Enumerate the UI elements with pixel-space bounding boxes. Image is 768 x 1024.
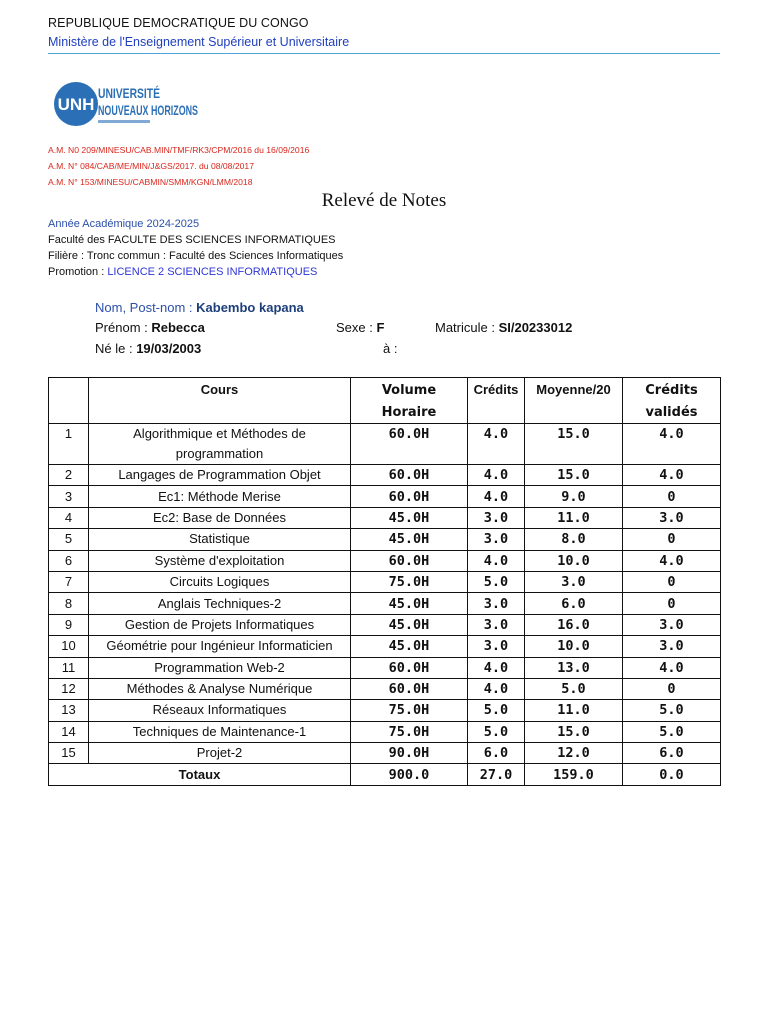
ministry-header: Ministère de l'Enseignement Supérieur et Universitaire [48, 35, 350, 49]
row-number: 2 [49, 465, 89, 486]
reference-line: A.M. N° 084/CAB/ME/MIN/J&GS/2017. du 08/08/2017 [48, 161, 254, 171]
course-moyenne: 9.0 [525, 486, 623, 507]
course-valides: 5.0 [623, 721, 721, 742]
course-volume: 90.0H [351, 743, 468, 764]
table-header-row [49, 378, 721, 424]
student-matricule-row: Matricule : SI/20233012 [435, 320, 573, 335]
course-valides: 3.0 [623, 507, 721, 528]
course-valides: 4.0 [623, 465, 721, 486]
course-volume: 45.0H [351, 529, 468, 550]
course-valides: 4.0 [623, 424, 721, 465]
course-credits: 4.0 [468, 657, 525, 678]
course-credits: 5.0 [468, 700, 525, 721]
total-credits: 27.0 [468, 764, 525, 785]
row-number: 7 [49, 571, 89, 592]
course-volume: 45.0H [351, 636, 468, 657]
student-sex-row: Sexe : F [336, 320, 385, 335]
course-valides: 3.0 [623, 636, 721, 657]
table-row [49, 550, 721, 571]
header-volume: Volume Horaire [351, 378, 468, 424]
student-name-row: Nom, Post-nom : Kabembo kapana [95, 300, 304, 315]
table-row [49, 507, 721, 528]
header-divider [48, 53, 720, 54]
header-valides: Crédits validés [623, 378, 721, 424]
student-birthdate: 19/03/2003 [136, 341, 202, 356]
academic-year: Année Académique 2024-2025 [48, 218, 200, 230]
row-number: 4 [49, 507, 89, 528]
header-number [49, 378, 89, 424]
logo-tagline [98, 120, 150, 123]
document-title: Relevé de Notes [321, 190, 447, 211]
course-valides: 0 [623, 571, 721, 592]
row-number: 14 [49, 721, 89, 742]
student-name: Kabembo kapana [196, 300, 304, 315]
course-volume: 60.0H [351, 657, 468, 678]
course-moyenne: 8.0 [525, 529, 623, 550]
course-moyenne: 10.0 [525, 636, 623, 657]
course-volume: 75.0H [351, 571, 468, 592]
row-number: 12 [49, 678, 89, 699]
filiere-line: Filière : Tronc commun : Faculté des Sciences Informatiques [48, 250, 344, 262]
course-volume: 75.0H [351, 721, 468, 742]
course-moyenne: 11.0 [525, 700, 623, 721]
faculty-line: Faculté des FACULTE DES SCIENCES INFORMATIQUES [48, 234, 336, 246]
student-firstname: Rebecca [151, 320, 205, 335]
course-moyenne: 6.0 [525, 593, 623, 614]
course-name: Langages de Programmation Objet [89, 465, 351, 486]
course-credits: 6.0 [468, 743, 525, 764]
course-name: Projet-2 [89, 743, 351, 764]
row-number: 15 [49, 743, 89, 764]
course-volume: 45.0H [351, 593, 468, 614]
course-volume: 60.0H [351, 424, 468, 465]
row-number: 9 [49, 614, 89, 635]
course-volume: 60.0H [351, 486, 468, 507]
table-row [49, 465, 721, 486]
row-number: 6 [49, 550, 89, 571]
course-moyenne: 16.0 [525, 614, 623, 635]
logo-initials: UNH [57, 95, 95, 114]
course-credits: 3.0 [468, 529, 525, 550]
course-name: Algorithmique et Méthodes de programmation [89, 424, 351, 465]
header-moyenne: Moyenne/20 [525, 378, 623, 424]
course-name: Méthodes & Analyse Numérique [89, 678, 351, 699]
reference-line: A.M. N0 209/MINESU/CAB.MIN/TMF/RK3/CPM/2016 du 16/09/2016 [48, 145, 310, 155]
course-valides: 4.0 [623, 550, 721, 571]
course-volume: 60.0H [351, 550, 468, 571]
promotion-value: LICENCE 2 SCIENCES INFORMATIQUES [107, 266, 318, 278]
row-number: 1 [49, 424, 89, 465]
course-credits: 3.0 [468, 593, 525, 614]
table-row [49, 700, 721, 721]
course-credits: 4.0 [468, 550, 525, 571]
course-volume: 60.0H [351, 465, 468, 486]
course-name: Réseaux Informatiques [89, 700, 351, 721]
student-sex: F [376, 320, 385, 335]
course-valides: 5.0 [623, 700, 721, 721]
promotion-line: Promotion : LICENCE 2 SCIENCES INFORMATIQUES [48, 266, 318, 278]
table-row [49, 743, 721, 764]
course-valides: 6.0 [623, 743, 721, 764]
course-name: Anglais Techniques-2 [89, 593, 351, 614]
course-moyenne: 3.0 [525, 571, 623, 592]
row-number: 10 [49, 636, 89, 657]
table-row [49, 614, 721, 635]
row-number: 5 [49, 529, 89, 550]
student-birthplace: à : [383, 341, 398, 356]
row-number: 8 [49, 593, 89, 614]
student-matricule: SI/20233012 [498, 320, 573, 335]
course-volume: 45.0H [351, 507, 468, 528]
course-credits: 4.0 [468, 486, 525, 507]
logo-line1: UNIVERSITÉ [98, 85, 160, 101]
logo-line2: NOUVEAUX HORIZONS [98, 102, 198, 118]
course-credits: 4.0 [468, 424, 525, 465]
course-credits: 5.0 [468, 721, 525, 742]
course-name: Ec2: Base de Données [89, 507, 351, 528]
header-cours: Cours [89, 378, 351, 424]
course-moyenne: 11.0 [525, 507, 623, 528]
reference-line: A.M. N° 153/MINESU/CABMIN/SMM/KGN/LMM/2018 [48, 177, 253, 187]
row-number: 11 [49, 657, 89, 678]
course-valides: 0 [623, 529, 721, 550]
course-valides: 4.0 [623, 657, 721, 678]
course-credits: 3.0 [468, 636, 525, 657]
table-row [49, 678, 721, 699]
student-firstname-row: Prénom : Rebecca [95, 320, 205, 335]
course-credits: 4.0 [468, 465, 525, 486]
table-row [49, 529, 721, 550]
course-moyenne: 5.0 [525, 678, 623, 699]
course-name: Système d'exploitation [89, 550, 351, 571]
course-moyenne: 10.0 [525, 550, 623, 571]
academic-info [48, 216, 343, 280]
university-logo [52, 78, 212, 136]
total-volume: 900.0 [351, 764, 468, 785]
country-header: REPUBLIQUE DEMOCRATIQUE DU CONGO [48, 16, 309, 30]
total-valides: 0.0 [623, 764, 721, 785]
course-valides: 0 [623, 593, 721, 614]
totals-label: Totaux [49, 764, 351, 785]
faculty-name: FACULTE DES SCIENCES INFORMATIQUES [107, 234, 336, 246]
course-name: Géométrie pour Ingénieur Informaticien [89, 636, 351, 657]
course-moyenne: 15.0 [525, 424, 623, 465]
table-row [49, 657, 721, 678]
table-row [49, 593, 721, 614]
course-credits: 4.0 [468, 678, 525, 699]
row-number: 3 [49, 486, 89, 507]
course-name: Gestion de Projets Informatiques [89, 614, 351, 635]
course-name: Techniques de Maintenance-1 [89, 721, 351, 742]
header-credits: Crédits [468, 378, 525, 424]
course-credits: 5.0 [468, 571, 525, 592]
course-moyenne: 12.0 [525, 743, 623, 764]
course-valides: 0 [623, 678, 721, 699]
course-volume: 45.0H [351, 614, 468, 635]
course-moyenne: 15.0 [525, 465, 623, 486]
total-moyenne: 159.0 [525, 764, 623, 785]
table-row [49, 721, 721, 742]
table-row [49, 486, 721, 507]
course-name: Ec1: Méthode Merise [89, 486, 351, 507]
course-credits: 3.0 [468, 507, 525, 528]
course-moyenne: 15.0 [525, 721, 623, 742]
table-row [49, 571, 721, 592]
course-valides: 3.0 [623, 614, 721, 635]
course-credits: 3.0 [468, 614, 525, 635]
course-volume: 60.0H [351, 678, 468, 699]
row-number: 13 [49, 700, 89, 721]
course-name: Programmation Web-2 [89, 657, 351, 678]
course-name: Statistique [89, 529, 351, 550]
totals-row [49, 764, 721, 785]
grades-table [48, 377, 721, 786]
course-moyenne: 13.0 [525, 657, 623, 678]
legal-references [48, 142, 309, 190]
course-name: Circuits Logiques [89, 571, 351, 592]
course-volume: 75.0H [351, 700, 468, 721]
table-row [49, 424, 721, 465]
student-birth-row: Né le : 19/03/2003 [95, 341, 202, 356]
course-valides: 0 [623, 486, 721, 507]
table-row [49, 636, 721, 657]
